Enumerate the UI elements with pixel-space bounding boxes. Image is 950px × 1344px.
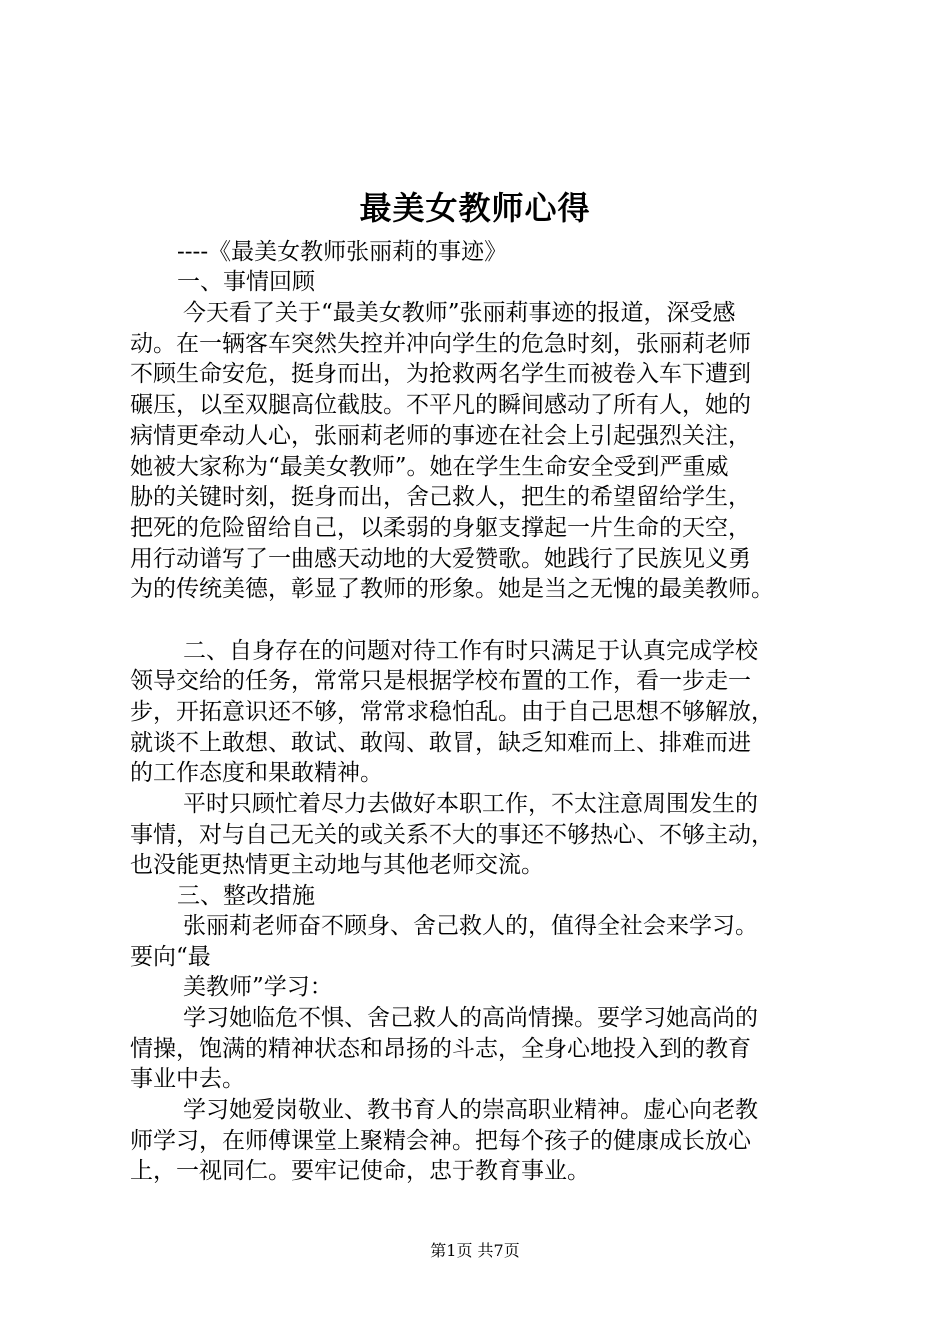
subtitle-line: ----《最美女教师张丽莉的事迹》 bbox=[177, 239, 508, 265]
section-heading-1: 一、事情回顾 bbox=[177, 269, 315, 295]
paragraph-line: 不顾生命安危，挺身而出，为抢救两名学生而被卷入车下遭到 bbox=[130, 361, 751, 387]
page-number-footer: 第1页 共7页 bbox=[430, 1241, 520, 1260]
paragraph-line: 碾压，以至双腿高位截肢。不平凡的瞬间感动了所有人，她的 bbox=[130, 392, 751, 418]
document-title: 最美女教师心得 bbox=[359, 189, 591, 227]
paragraph-line: 病情更牵动人心，张丽莉老师的事迹在社会上引起强烈关注， bbox=[130, 423, 751, 449]
paragraph-line: 事业中去。 bbox=[130, 1066, 245, 1092]
paragraph-line: 张丽莉老师奋不顾身、舍己救人的，值得全社会来学习。 bbox=[183, 913, 758, 939]
section-heading-3: 三、整改措施 bbox=[177, 883, 315, 909]
paragraph-line: 为的传统美德，彰显了教师的形象。她是当之无愧的最美教师。 bbox=[130, 576, 774, 602]
paragraph-line: 就谈不上敢想、敢试、敢闯、敢冒，缺乏知难而上、排难而进 bbox=[130, 730, 751, 756]
paragraph-line: 学习她临危不惧、舍己救人的高尚情操。要学习她高尚的 bbox=[183, 1005, 758, 1031]
paragraph-line: 美教师”学习： bbox=[183, 974, 333, 1000]
paragraph-line: 事情，对与自己无关的或关系不大的事还不够热心、不够主动， bbox=[130, 822, 774, 848]
paragraph-line: 上，一视同仁。要牢记使命，忠于教育事业。 bbox=[130, 1158, 590, 1184]
paragraph-line: 也没能更热情更主动地与其他老师交流。 bbox=[130, 852, 544, 878]
paragraph-line: 情操，饱满的精神状态和昂扬的斗志，全身心地投入到的教育 bbox=[130, 1036, 751, 1062]
paragraph-line: 要向“最 bbox=[130, 944, 211, 970]
paragraph-line: 胁的关键时刻，挺身而出，舍己救人，把生的希望留给学生， bbox=[130, 484, 751, 510]
paragraph-line: 平时只顾忙着尽力去做好本职工作，不太注意周围发生的 bbox=[183, 791, 758, 817]
paragraph-line: 的工作态度和果敢精神。 bbox=[130, 760, 383, 786]
paragraph-line: 步，开拓意识还不够，常常求稳怕乱。由于自己思想不够解放， bbox=[130, 699, 774, 725]
paragraph-line: 师学习，在师傅课堂上聚精会神。把每个孩子的健康成长放心 bbox=[130, 1128, 751, 1154]
paragraph-line: 今天看了关于“最美女教师”张丽莉事迹的报道，深受感 bbox=[183, 300, 736, 326]
paragraph-line: 她被大家称为“最美女教师”。她在学生生命安全受到严重威 bbox=[130, 454, 729, 480]
paragraph-line: 把死的危险留给自己，以柔弱的身躯支撑起一片生命的天空， bbox=[130, 515, 751, 541]
paragraph-line: 动。在一辆客车突然失控并冲向学生的危急时刻，张丽莉老师 bbox=[130, 331, 751, 357]
paragraph-line: 学习她爱岗敬业、教书育人的崇高职业精神。虚心向老教 bbox=[183, 1097, 758, 1123]
paragraph-line: 用行动谱写了一曲感天动地的大爱赞歌。她践行了民族见义勇 bbox=[130, 546, 751, 572]
paragraph-line: 领导交给的任务，常常只是根据学校布置的工作，看一步走一 bbox=[130, 668, 751, 694]
section-heading-2: 二、自身存在的问题对待工作有时只满足于认真完成学校 bbox=[183, 638, 758, 664]
